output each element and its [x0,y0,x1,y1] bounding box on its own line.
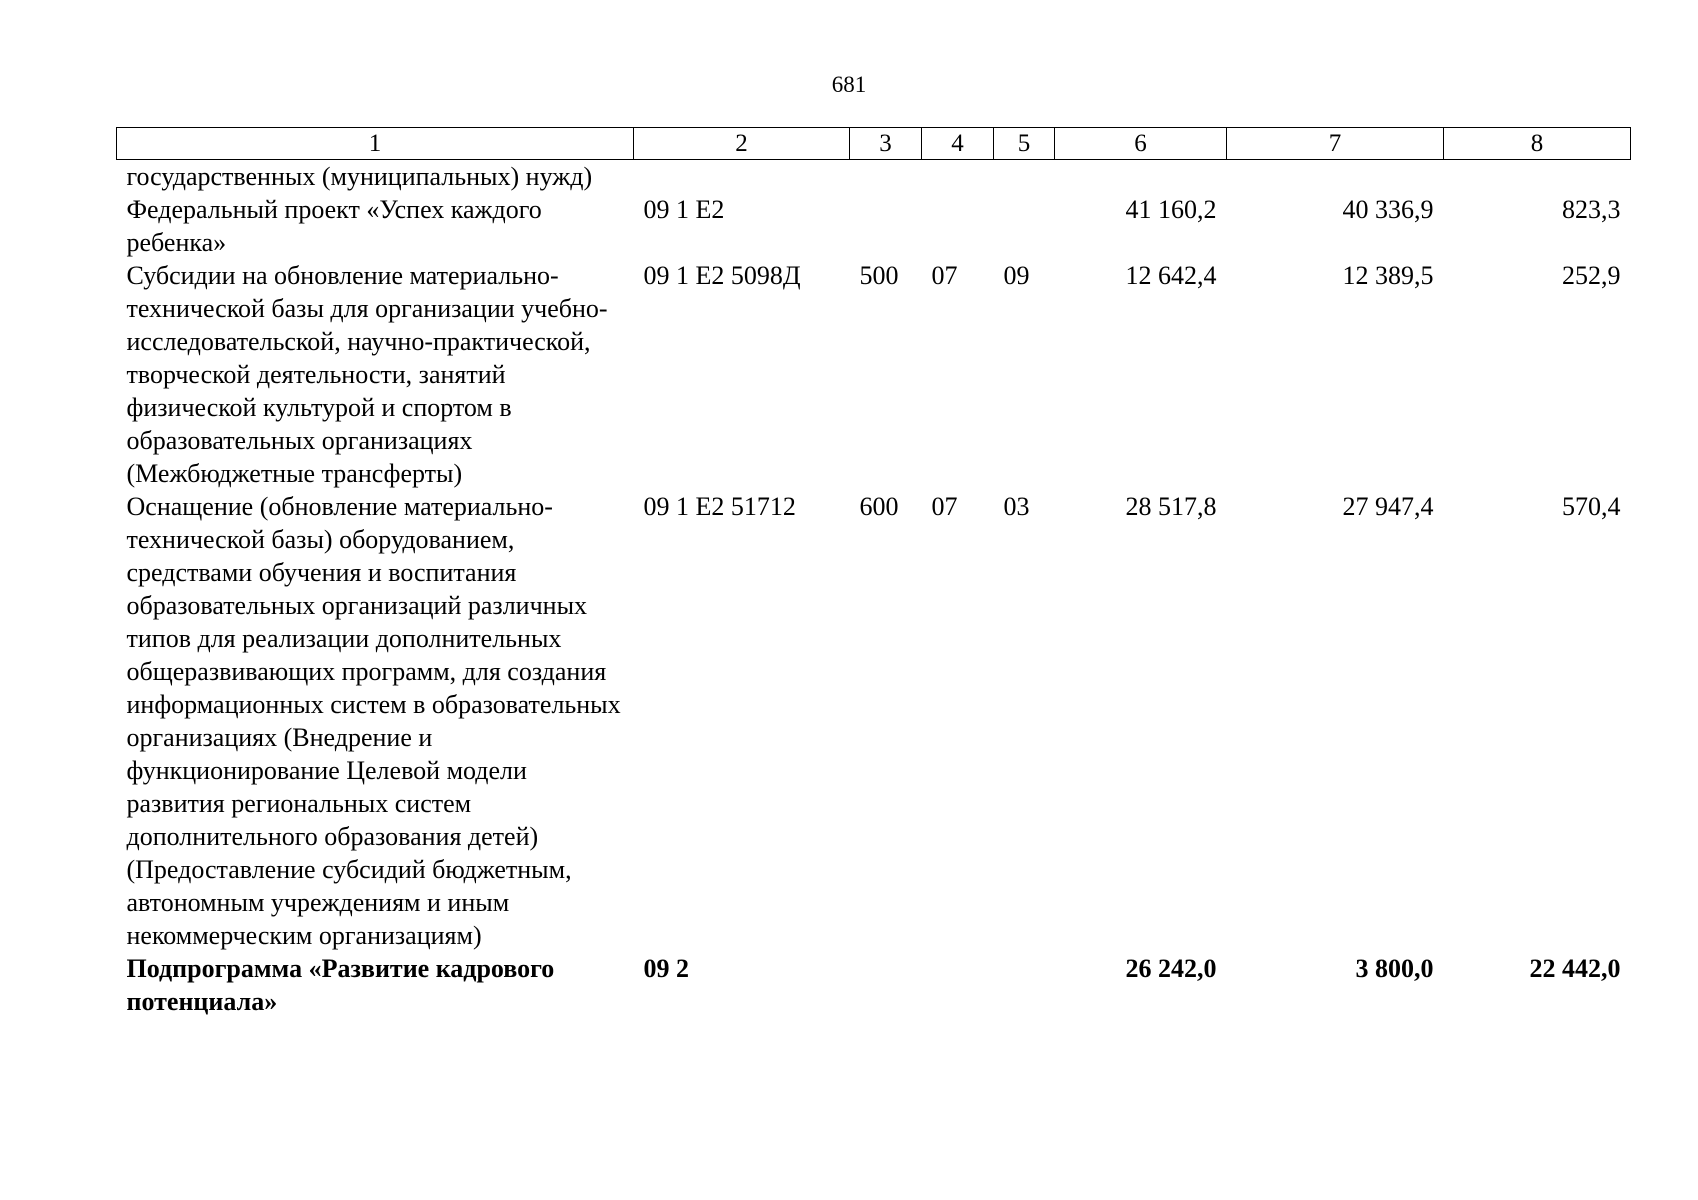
row-code: 09 1 Е2 5098Д [643,261,801,290]
column-header: 2 [634,128,850,160]
row-col3: 600 [859,492,899,521]
row-col4 [922,952,994,1018]
row-col8: 252,9 [1562,261,1621,290]
row-col6: 28 517,8 [1125,492,1217,521]
row-col8 [1444,160,1631,194]
row-col4: 07 [931,261,958,290]
page-number: 681 [831,72,867,97]
row-col3 [850,193,922,259]
row-col3 [850,952,922,1018]
row-name: Федеральный проект «Успех каждого ребенка» [126,195,542,257]
row-code: 09 2 [643,954,689,983]
column-header: 6 [1055,128,1227,160]
row-col4 [922,193,994,259]
row-col7: 12 389,5 [1342,261,1434,290]
table-row [117,490,1631,952]
row-code: 09 1 Е2 [643,195,725,224]
row-col5 [994,160,1055,194]
row-col6: 12 642,4 [1125,261,1217,290]
row-col8: 22 442,0 [1529,954,1621,983]
row-col5 [994,193,1055,259]
row-col7: 40 336,9 [1342,195,1434,224]
table-row [117,160,1631,194]
row-col7: 27 947,4 [1342,492,1434,521]
column-header: 1 [117,128,634,160]
row-name: Оснащение (обновление материально-технической базы) оборудованием, средствами обучения и воспитания образовательных организаций различных типов для реализации дополнительных общеразвивающих программ, для создания информационных систем в образовательных организациях (Внедрение и функционирование Целевой модели развития региональных систем дополнительного образования детей) (Предоставление субсидий бюджетным, автономным учреждениям и иным некоммерческим организациям) [126,492,621,950]
table-row [117,193,1631,259]
row-col8: 823,3 [1562,195,1621,224]
row-name: Подпрограмма «Развитие кадрового потенциала» [126,954,555,1016]
row-col7: 3 800,0 [1355,954,1434,983]
column-header: 3 [850,128,922,160]
row-col4 [922,160,994,194]
row-col6: 41 160,2 [1125,195,1217,224]
row-col7 [1227,160,1444,194]
table-row-subprogram [117,952,1631,1018]
row-col3: 500 [859,261,899,290]
row-col4: 07 [931,492,958,521]
row-col6: 26 242,0 [1125,954,1217,983]
budget-table [116,127,1631,1018]
row-col8: 570,4 [1562,492,1621,521]
row-code: 09 1 Е2 51712 [643,492,796,521]
row-name: государственных (муниципальных) нужд) [126,162,593,191]
row-col5 [994,952,1055,1018]
column-header: 5 [994,128,1055,160]
table-row [117,259,1631,490]
row-col3 [850,160,922,194]
row-code [634,160,850,194]
row-col5: 09 [1003,261,1030,290]
row-name: Субсидии на обновление материально-технической базы для организации учебно-исследовательской, научно-практической, творческой деятельности, занятий физической культурой и спортом в образовательных организациях (Межбюджетные трансферты) [126,261,608,488]
column-header: 7 [1227,128,1444,160]
row-col5: 03 [1003,492,1030,521]
column-number-header-row [117,128,1631,160]
column-header: 8 [1444,128,1631,160]
row-col6 [1055,160,1227,194]
column-header: 4 [922,128,994,160]
